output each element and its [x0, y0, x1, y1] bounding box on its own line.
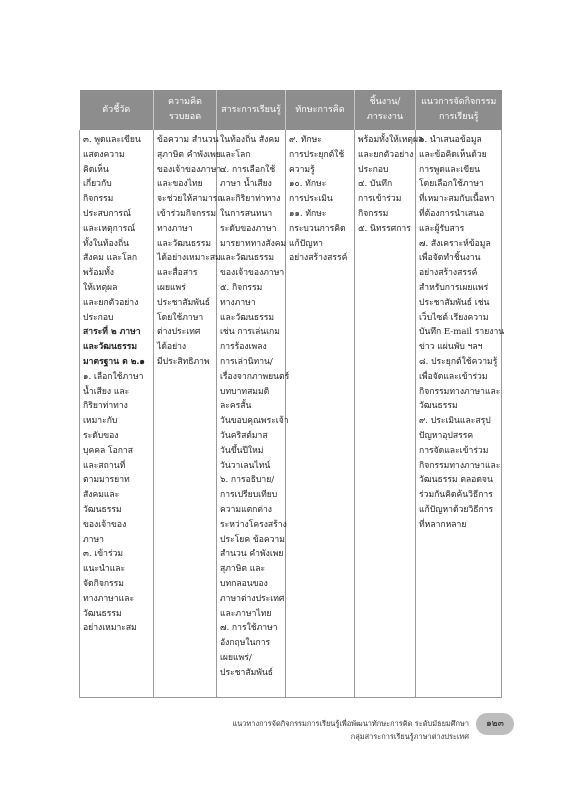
- cell-text-line: และยกตัวอย่าง: [358, 149, 414, 160]
- cell-text-line: การประยุกต์ใช้: [289, 149, 345, 160]
- cell-text-line: เพื่อจัดทำชิ้นงาน: [419, 253, 481, 264]
- cell-text-line: ๑๐. ทักษะ: [289, 179, 327, 190]
- cell-text-line: เข้าร่วมกิจกรรม: [157, 208, 217, 219]
- cell-text-line: ระดับของภาษา: [220, 223, 277, 234]
- cell-text-line: ปัญหาอุปสรรค: [419, 430, 474, 441]
- page-number: ๑๒๓: [476, 713, 514, 735]
- cell-text-line: ตามมารยาท: [83, 475, 130, 486]
- cell-text-line: กระบวนการคิด: [289, 223, 346, 234]
- cell-indicator: [80, 130, 154, 698]
- cell-text-line: การประเมิน: [289, 194, 333, 205]
- cell-text-line: และกิริยาท่าทาง: [220, 194, 281, 205]
- cell-text-line: ๘. ประยุกต์ใช้ความรู้: [419, 356, 498, 367]
- cell-text-line: ของเจ้าของภาษา: [157, 164, 222, 175]
- cell-text-line: สาระที่ ๒ ภาษา: [83, 327, 141, 338]
- footer-line-2: กลุ่มสาระการเรียนรู้ภาษาต่างประเทศ: [350, 732, 469, 741]
- header-label-line: รวบยอด: [168, 112, 202, 122]
- cell-text-line: และสถานที่: [83, 460, 126, 471]
- cell-text-line: และยกตัวอย่าง: [83, 297, 139, 308]
- header-activity-guideline: [416, 90, 502, 130]
- cell-text-line: มาตรฐาน ต ๒.๑: [83, 356, 145, 367]
- cell-text-line: วันวาเลนไทน์: [220, 460, 271, 471]
- cell-text-line: โดยเลือกใช้ภาษา: [419, 179, 484, 190]
- header-content: [217, 90, 286, 130]
- cell-text-line: ต่างประเทศ: [157, 327, 201, 338]
- cell-text-line: และวัฒนธรรม: [83, 342, 138, 353]
- cell-text-line: และของไทย: [157, 179, 203, 190]
- cell-text-line: อย่างเหมาะสม: [83, 623, 137, 634]
- cell-text-line: ๕. กิจกรรม: [220, 282, 263, 293]
- cell-text-line: อย่างสร้างสรรค์: [419, 268, 478, 279]
- cell-text-line: ประโยค ข้อความ: [220, 534, 285, 545]
- cell-text-line: ๑. เลือกใช้ภาษา: [83, 371, 144, 382]
- cell-concept: [154, 130, 223, 698]
- header-label-line: ตัวชี้วัด: [102, 104, 131, 115]
- cell-text-line: เผยแพร่/: [220, 652, 252, 663]
- cell-text-line: บันทึก E-mail รายงาน: [419, 327, 505, 338]
- cell-text-line: น้ำเสียง และ: [83, 386, 130, 397]
- cell-thinking-skill: [286, 130, 355, 698]
- cell-text-line: และวัฒนธรรม: [220, 253, 275, 264]
- cell-text-line: มารยาททางสังคม: [220, 238, 287, 249]
- cell-text-line: ของเจ้าของภาษา: [220, 268, 285, 279]
- header-workpiece: [355, 90, 416, 130]
- table-header-row: [80, 90, 502, 130]
- cell-text-line: ระหว่างโครงสร้าง: [220, 519, 287, 530]
- cell-text-line: วัฒนธรรม: [83, 504, 122, 515]
- cell-text-line: ประกอบ: [83, 312, 114, 323]
- cell-text-line: แนะนำและ: [83, 564, 126, 575]
- cell-text-line: กิจกรรม: [83, 194, 114, 205]
- cell-text-line: สังคมและ: [83, 490, 120, 501]
- cell-text-line: สุภาษิต และ: [220, 564, 266, 575]
- cell-text-line: เผยแพร่: [157, 282, 186, 293]
- cell-text-line: ๙. ประเมินและสรุป: [419, 416, 491, 427]
- cell-text-line: ภาษาต่างประเทศ: [220, 593, 285, 604]
- cell-text-line: ทางภาษาและ: [83, 593, 135, 604]
- cell-text-line: กิริยาท่าทาง: [83, 401, 128, 412]
- cell-text-line: ๗. การใช้ภาษา: [220, 623, 278, 634]
- cell-text-line: บทบาทสมมติ: [220, 386, 270, 397]
- cell-text-line: การเข้าร่วม: [358, 194, 402, 205]
- cell-text-line: กิจกรรมทางภาษาและ: [419, 386, 501, 397]
- learning-activities-table: [79, 90, 505, 698]
- cell-text-line: ละครสั้น: [220, 401, 252, 412]
- cell-text-line: ประชาสัมพันธ์: [157, 297, 211, 308]
- cell-content: [217, 130, 290, 698]
- cell-text-line: วันขึ้นปีใหม่: [220, 445, 264, 456]
- cell-workpiece: [355, 130, 424, 698]
- cell-text-line: คิดเห็น: [83, 164, 109, 175]
- cell-text-line: ๕. นิทรรศการ: [358, 223, 411, 234]
- cell-text-line: แก้ปัญหาด้วยวิธีการ: [419, 504, 494, 515]
- cell-text-line: และวัฒนธรรม: [220, 312, 275, 323]
- cell-text-line: ที่ต้องการนำเสนอ: [419, 208, 485, 219]
- cell-text-line: กิจกรรมทางภาษาและ: [419, 460, 501, 471]
- cell-text-line: ระดับของ: [83, 430, 119, 441]
- cell-text-line: การจัดและเข้าร่วม: [419, 445, 489, 456]
- cell-text-line: บุคคล โอกาส: [83, 445, 134, 456]
- cell-text-line: ประกอบ: [358, 164, 389, 175]
- cell-text-line: อย่างสร้างสรรค์: [289, 253, 348, 264]
- cell-text-line: แสดงความ: [83, 149, 125, 160]
- cell-text-line: ๓. เข้าร่วม: [83, 549, 124, 560]
- cell-text-line: แก้ปัญหา: [289, 238, 324, 249]
- cell-text-line: อังกฤษในการ: [220, 638, 271, 649]
- header-label-line: ชิ้นงาน/: [369, 97, 401, 107]
- cell-text-line: ร่วมกันคิดค้นวิธีการ: [419, 490, 493, 501]
- cell-text-line: ทางภาษา: [220, 297, 256, 308]
- cell-text-line: ในท้องถิ่น สังคม: [220, 135, 280, 145]
- cell-text-line: ๔. การเลือกใช้: [220, 164, 276, 175]
- cell-text-line: มีประสิทธิภาพ: [157, 356, 210, 367]
- cell-text-line: ๖. การอธิบาย/: [220, 475, 275, 486]
- cell-text-line: สุภาษิต คำพังเพย: [157, 149, 221, 160]
- cell-text-line: เรื่องจากภาพยนตร์: [220, 371, 290, 382]
- footer-line-1: แนวทางการจัดกิจกรรมการเรียนรู้เพื่อพัฒนาทักษะการคิด ระดับมัธยมศึกษา: [232, 719, 469, 728]
- cell-text-line: วัฒนธรรม ตลอดจน: [419, 475, 493, 486]
- header-label-line: การเรียนรู้: [438, 112, 479, 122]
- cell-text-line: ที่หลากหลาย: [419, 519, 467, 530]
- header-label-line: ทักษะการคิด: [295, 104, 345, 115]
- cell-text-line: ความรู้: [289, 164, 315, 175]
- cell-text-line: ที่เหมาะสมกับเนื้อหา: [419, 194, 495, 205]
- cell-text-line: ทางภาษา: [157, 223, 193, 234]
- cell-text-line: พร้อมทั้ง: [83, 268, 114, 279]
- header-label-line: ความคิด: [168, 97, 202, 107]
- cell-text-line: พร้อมทั้งให้เหตุผล: [358, 135, 424, 145]
- cell-text-line: ๗. สังเคราะห์ข้อมูล: [419, 238, 491, 249]
- table-row: [80, 130, 502, 698]
- cell-text-line: กิจกรรม: [358, 208, 389, 219]
- cell-text-line: ๙. ทักษะ: [289, 135, 322, 145]
- cell-activity-guideline: [416, 130, 505, 698]
- cell-text-line: เว็บไซต์ เรียงความ: [419, 312, 489, 323]
- cell-text-line: จะช่วยให้สามารถ: [157, 194, 223, 205]
- cell-text-line: ได้อย่าง: [157, 342, 187, 353]
- cell-text-line: ได้อย่างเหมาะสม: [157, 253, 221, 264]
- cell-text-line: ข่าว แผ่นพับ ฯลฯ: [419, 342, 483, 353]
- header-label-line: ภาระงาน: [366, 112, 404, 122]
- cell-text-line: ทั้งในท้องถิ่น: [83, 238, 130, 249]
- cell-text-line: ข้อความ สำนวน: [157, 135, 219, 145]
- cell-text-line: ของเจ้าของ: [83, 519, 127, 530]
- cell-text-line: และโลก: [220, 149, 251, 160]
- cell-text-line: ประสบการณ์: [83, 208, 132, 219]
- cell-text-line: ภาษา น้ำเสียง: [220, 179, 272, 190]
- cell-text-line: ๑๑. ทักษะ: [289, 208, 327, 219]
- header-indicator: [80, 90, 154, 130]
- cell-text-line: และภาษาไทย: [220, 608, 272, 619]
- header-concept: [154, 90, 217, 130]
- cell-text-line: ๖. นำเสนอข้อมูล: [419, 135, 482, 145]
- cell-text-line: ให้เหตุผล: [83, 282, 118, 293]
- footer-text: [232, 717, 469, 743]
- cell-text-line: ประชาสัมพันธ์: [220, 667, 274, 678]
- cell-text-line: บทกลอนของ: [220, 578, 268, 589]
- cell-text-line: วันคริสต์มาส: [220, 430, 268, 441]
- cell-text-line: วันขอบคุณพระเจ้า: [220, 416, 289, 427]
- cell-text-line: การพูดและเขียน: [419, 164, 481, 175]
- cell-text-line: เกี่ยวกับ: [83, 179, 112, 190]
- header-label-line: แนวการจัดกิจกรรม: [421, 97, 497, 107]
- cell-text-line: วัฒนธรรม: [83, 608, 122, 619]
- cell-text-line: สำนวน คำพังเพย: [220, 549, 284, 560]
- cell-text-line: จัดกิจกรรม: [83, 578, 124, 589]
- cell-text-line: ๔. บันทึก: [358, 179, 393, 190]
- cell-text-line: เพื่อจัดและเข้าร่วม: [419, 371, 488, 382]
- cell-text-line: สำหรับการเผยแพร่: [419, 282, 489, 293]
- cell-text-line: เหมาะกับ: [83, 416, 118, 427]
- cell-text-line: และวัฒนธรรม: [157, 238, 212, 249]
- cell-text-line: การเปรียบเทียบ: [220, 490, 278, 501]
- cell-text-line: และผู้รับสาร: [419, 223, 465, 234]
- cell-text-line: วัฒนธรรม: [419, 401, 458, 412]
- cell-text-line: และสื่อสาร: [157, 268, 198, 279]
- cell-text-line: ๓. พูดและเขียน: [83, 135, 141, 145]
- cell-text-line: และข้อคิดเห็นด้วย: [419, 149, 487, 160]
- cell-text-line: ในการสนทนา: [220, 208, 273, 219]
- cell-text-line: ภาษา: [83, 534, 104, 545]
- cell-text-line: สังคม และโลก: [83, 253, 138, 264]
- cell-text-line: โดยใช้ภาษา: [157, 312, 204, 323]
- cell-text-line: ประชาสัมพันธ์ เช่น: [419, 297, 490, 308]
- header-label-line: สาระการเรียนรู้: [221, 104, 281, 115]
- cell-text-line: การร้องเพลง: [220, 342, 267, 353]
- cell-text-line: ความแตกต่าง: [220, 504, 272, 515]
- cell-text-line: การเล่านิทาน/: [220, 356, 273, 367]
- cell-text-line: และเหตุการณ์: [83, 223, 136, 234]
- header-thinking-skill: [286, 90, 355, 130]
- cell-text-line: เช่น การเล่นเกม: [220, 327, 280, 338]
